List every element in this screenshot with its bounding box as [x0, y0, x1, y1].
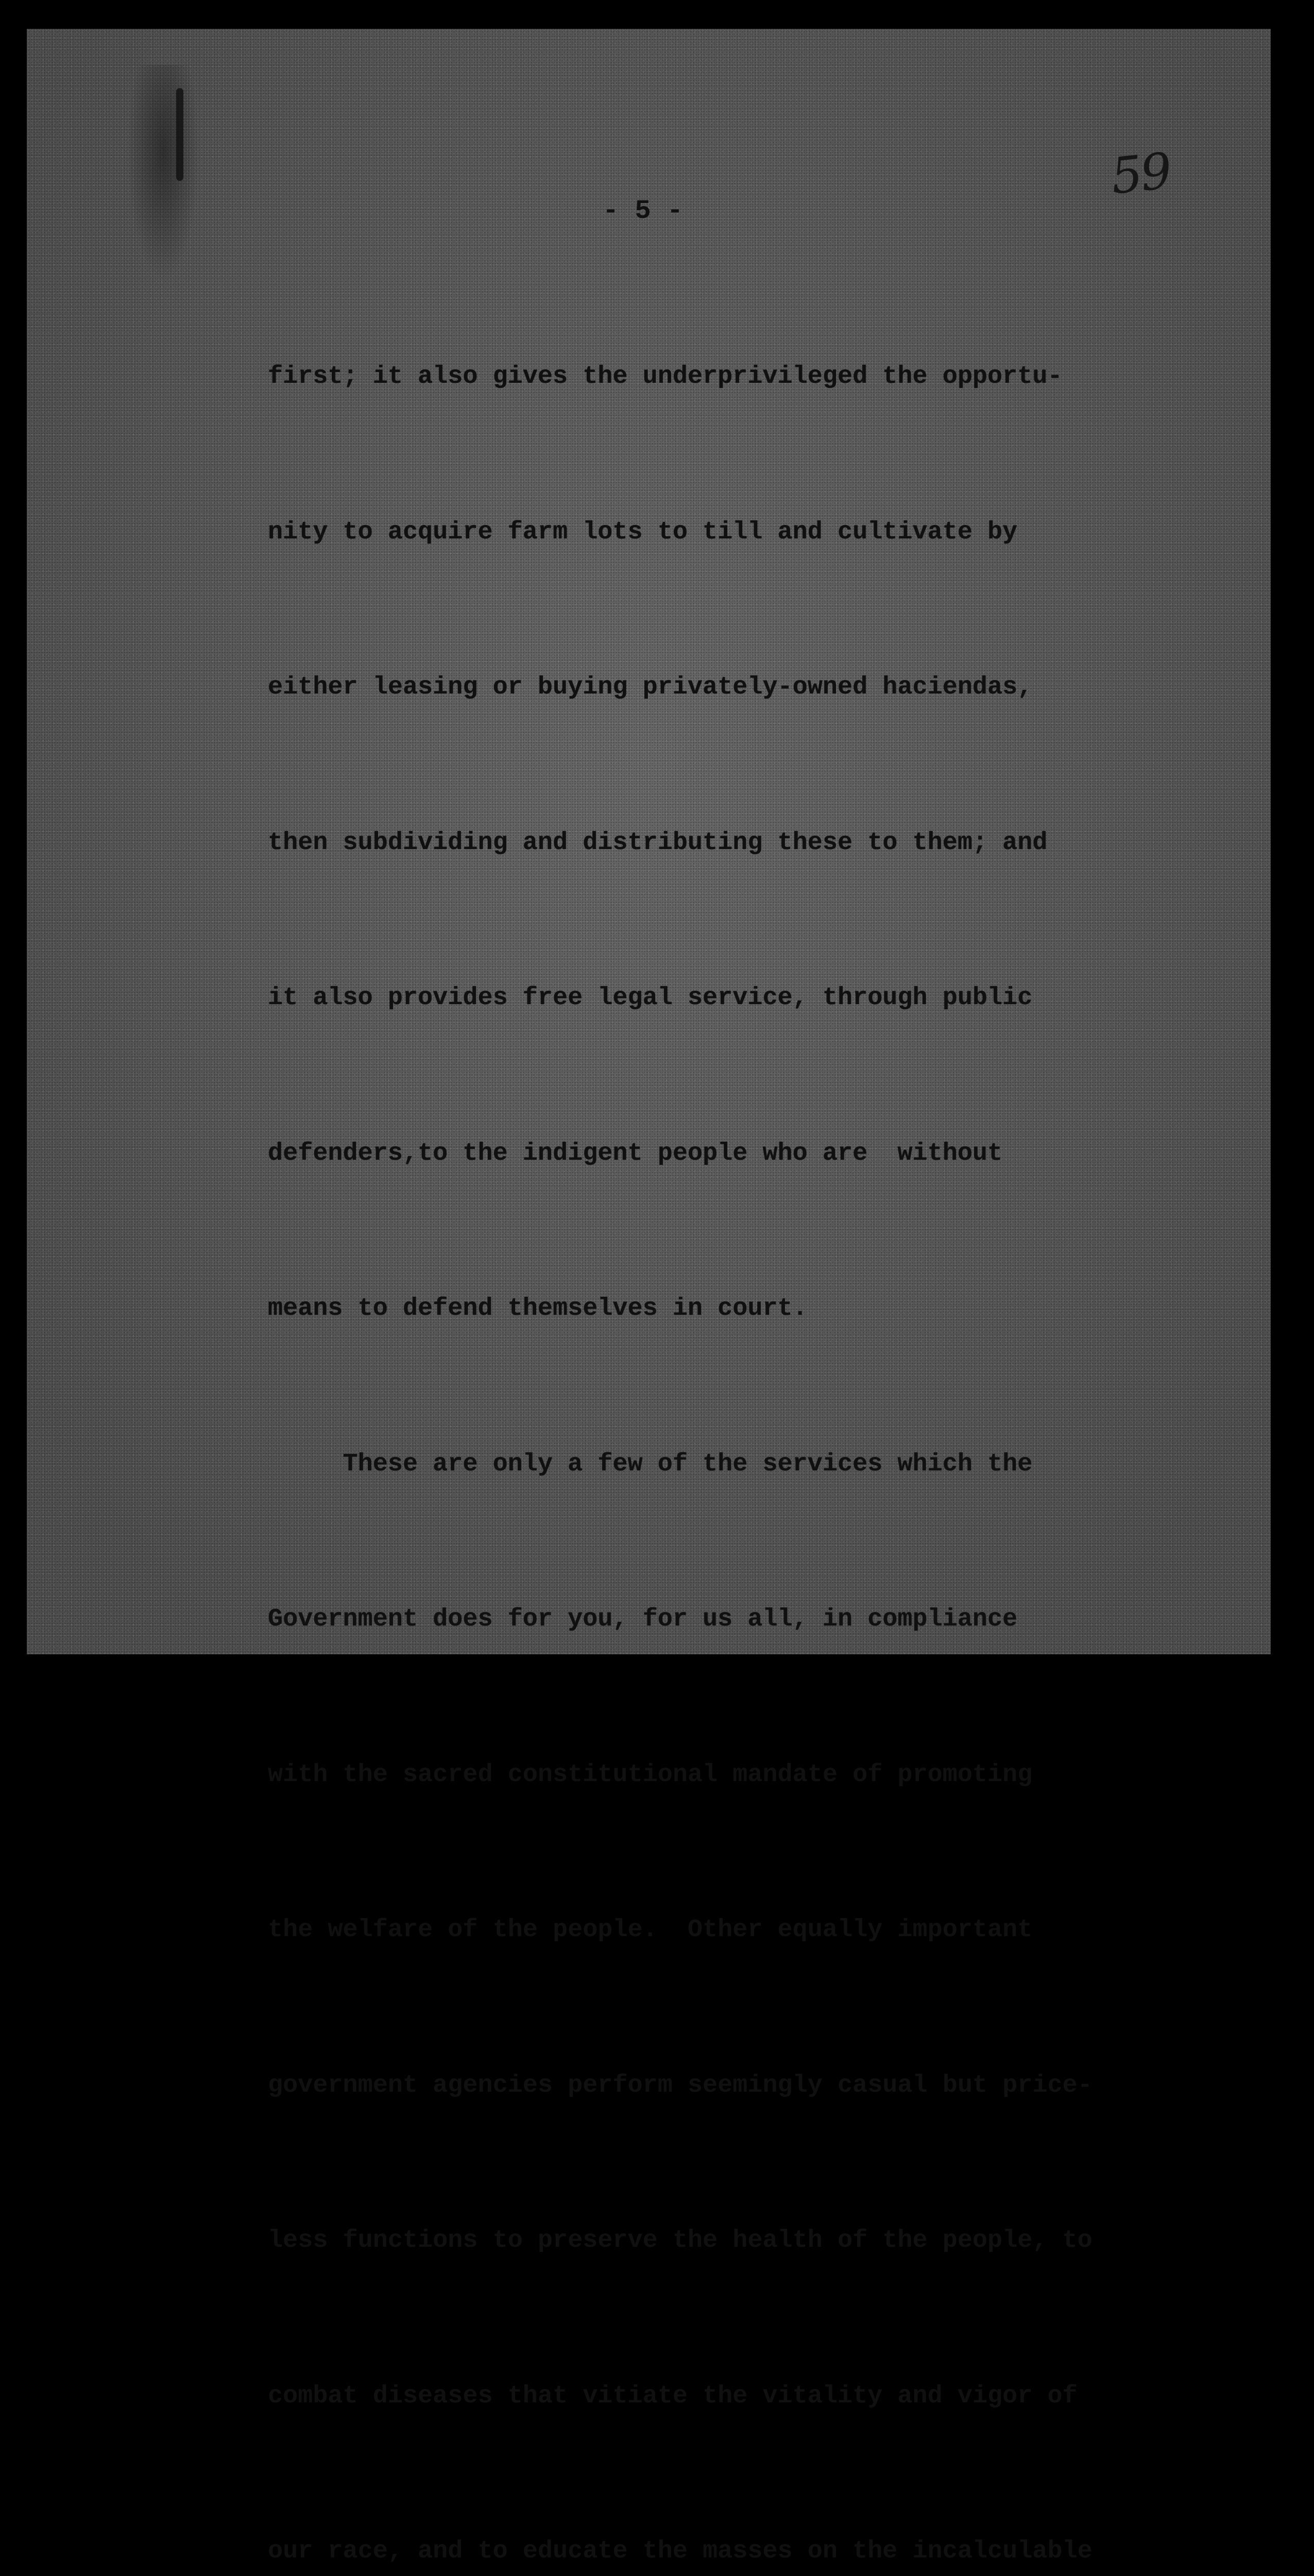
- page-header: - 5 -: [603, 196, 684, 226]
- text-line: combat diseases that vitiate the vitality and vigor of: [268, 2381, 1078, 2410]
- text-line: then subdividing and distributing these to them; and: [268, 828, 1048, 857]
- text-line: nity to acquire farm lots to till and cultivate by: [268, 517, 1018, 546]
- text-line: it also provides free legal service, through public: [268, 984, 1033, 1012]
- text-line: less functions to preserve the health of the people, to: [268, 2226, 1093, 2255]
- text-line: the welfare of the people. Other equally important: [268, 1916, 1033, 1944]
- typed-body-text: [268, 247, 1107, 2576]
- text-line: government agencies perform seemingly casual but price-: [268, 2071, 1093, 2099]
- text-line: means to defend themselves in court.: [268, 1294, 808, 1323]
- text-line: with the sacred constitutional mandate of promoting: [268, 1760, 1033, 1789]
- text-line: either leasing or buying privately-owned haciendas,: [268, 673, 1033, 701]
- handwritten-page-number: 59: [1108, 142, 1173, 206]
- text-line: These are only a few of the services which the: [268, 1449, 1033, 1478]
- ink-smudge: [127, 65, 199, 281]
- text-line: first; it also gives the underprivileged the opportu-: [268, 362, 1063, 391]
- text-line: our race, and to educate the masses on the incalculable: [268, 2537, 1093, 2565]
- text-line: defenders,to the indigent people who are without: [268, 1139, 1003, 1167]
- text-line: Government does for you, for us all, in compliance: [268, 1605, 1018, 1633]
- ink-smudge-mark: [176, 88, 183, 181]
